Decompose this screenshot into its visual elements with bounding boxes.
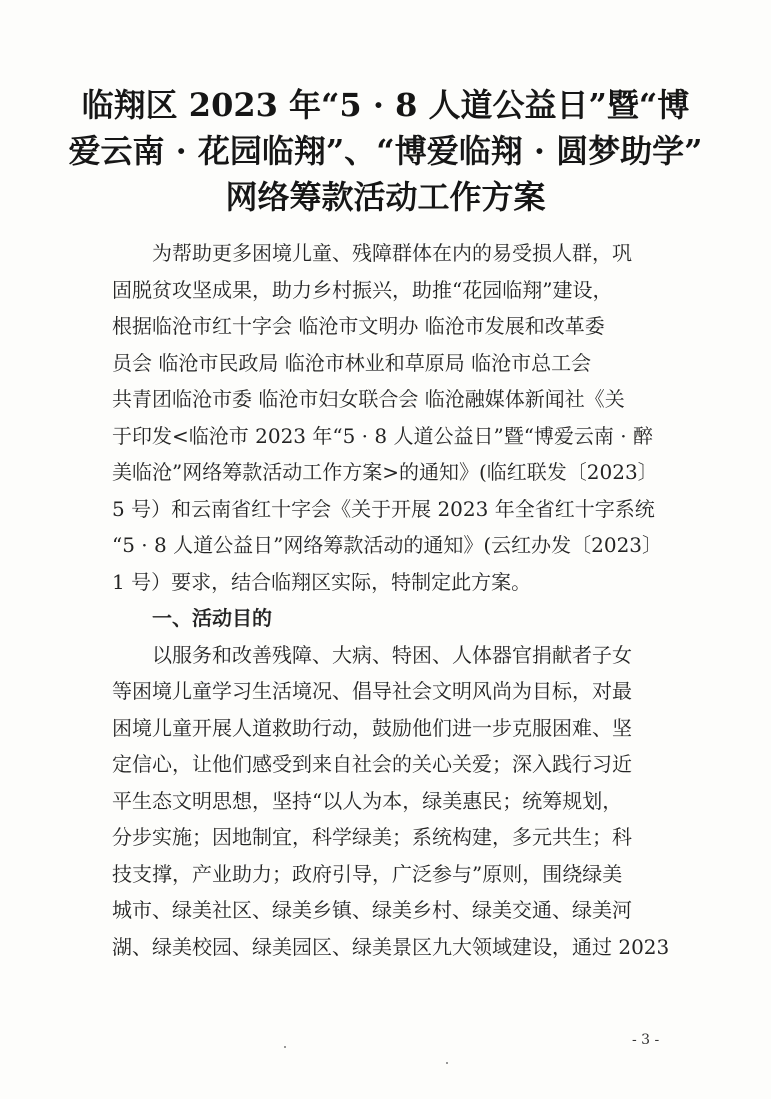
scan-speck: [446, 1062, 448, 1064]
intro-line: 美临沧”网络筹款活动工作方案>的通知》(临红联发〔2023〕: [112, 460, 658, 484]
section-line: 等困境儿童学习生活境况、倡导社会文明风尚为目标，对最: [112, 679, 632, 703]
section-line: 分步实施；因地制宜，科学绿美；系统构建，多元共生；科: [112, 825, 632, 849]
intro-line: 5 号）和云南省红十字会《关于开展 2023 年全省红十字系统: [112, 496, 655, 521]
document-title: [60, 82, 711, 220]
title-line: 临翔区 2023 年“5 · 8 人道公益日”暨“博: [81, 86, 690, 124]
section-line: 困境儿童开展人道救助行动，鼓励他们进一步克服困难、坚: [112, 715, 632, 740]
title-line: 网络筹款活动工作方案: [225, 178, 546, 216]
intro-line: 固脱贫攻坚成果，助力乡村振兴，助推“花园临翔”建设，: [112, 277, 613, 302]
section-line: 技支撑，产业助力；政府引导，广泛参与”原则，围绕绿美: [112, 861, 623, 886]
section-line: 城市、绿美社区、绿美乡镇、绿美乡村、绿美交通、绿美河: [112, 898, 632, 922]
intro-line: 共青团临沧市委 临沧市妇女联合会 临沧融媒体新闻社《关: [112, 387, 625, 411]
intro-line: 于印发<临沧市 2023 年“5 · 8 人道公益日”暨“博爱云南 · 醉: [112, 423, 653, 448]
page-number: - 3 -: [632, 1032, 660, 1048]
document-body: [112, 235, 668, 965]
intro-line: 根据临沧市红十字会 临沧市文明办 临沧市发展和改革委: [112, 314, 605, 338]
intro-line: “5 · 8 人道公益日”网络筹款活动的通知》(云红办发〔2023〕: [112, 533, 663, 557]
section-heading: 一、活动目的: [152, 606, 272, 630]
scan-speck: [284, 1046, 286, 1048]
intro-line: 1 号）要求，结合临翔区实际，特制定此方案。: [112, 569, 532, 594]
section-line: 湖、绿美校园、绿美园区、绿美景区九大领域建设，通过 2023: [112, 934, 670, 959]
section-line: 平生态文明思想，坚持“以人为本，绿美惠民；统筹规划，: [112, 788, 623, 813]
section-line: 定信心，让他们感受到来自社会的关心关爱；深入践行习近: [112, 752, 632, 776]
section-line: 以服务和改善残障、大病、特困、人体器官捐献者子女: [152, 642, 632, 667]
intro-line: 为帮助更多困境儿童、残障群体在内的易受损人群，巩: [152, 241, 632, 265]
intro-line: 员会 临沧市民政局 临沧市林业和草原局 临沧市总工会: [112, 350, 592, 375]
title-line: 爱云南 · 花园临翔”、“博爱临翔 · 圆梦助学”: [68, 132, 703, 170]
